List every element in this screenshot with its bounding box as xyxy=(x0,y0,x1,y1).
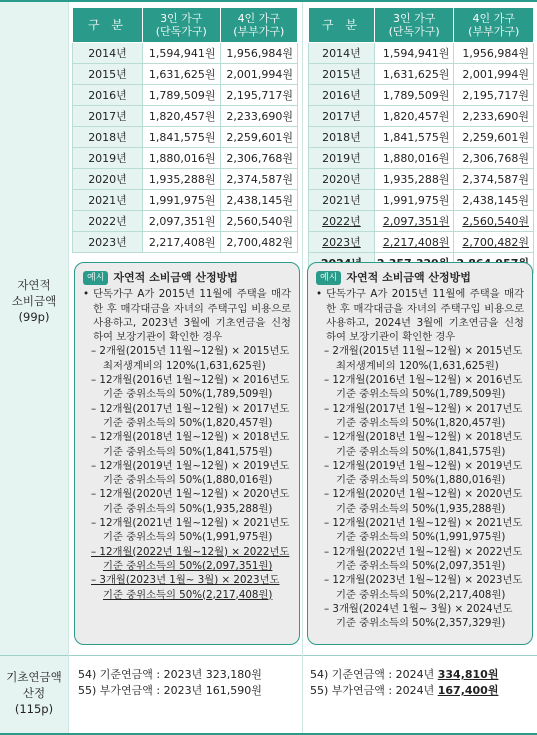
calculation-basis: 기준 중위소득의 50%(1,991,975원) xyxy=(103,531,273,544)
section-label-living-expense: 자연적 소비금액 (99p) xyxy=(11,278,57,324)
value-4-person-cell: 2,560,540원 xyxy=(454,211,534,232)
example-intro xyxy=(316,287,524,344)
calculation-basis: 기준 중위소득의 50%(1,880,016원) xyxy=(103,474,273,487)
left-table-panel xyxy=(72,7,298,253)
table-row xyxy=(309,190,534,211)
value-3-person-cell: 1,820,457원 xyxy=(143,106,221,127)
year-cell: 2017년 xyxy=(73,106,143,127)
example-header xyxy=(83,271,291,285)
pension-line-base xyxy=(310,667,498,683)
table-row xyxy=(73,232,298,253)
pension-line-additional xyxy=(78,683,262,699)
value-4-person-cell: 2,438,145원 xyxy=(220,190,298,211)
example-title: 자연적 소비금액 산정방법 xyxy=(346,271,471,284)
table-row xyxy=(309,169,534,190)
calculation-item xyxy=(316,487,524,516)
bullet-dot-icon: • xyxy=(316,288,323,301)
calculation-basis: 기준 중위소득의 50%(2,217,408원) xyxy=(336,588,506,601)
value-4-person-cell: 2,001,994원 xyxy=(220,64,298,85)
pension-label: 55) 부가연금액 : 2024년 xyxy=(310,684,438,697)
calculation-period: – 12개월(2020년 1월~12월) × 2020년도 xyxy=(324,488,523,501)
table-row xyxy=(309,211,534,232)
header-4-person: 4인 가구 (부부가구) xyxy=(220,8,298,43)
example-header xyxy=(316,271,524,285)
value-3-person-cell: 2,217,408원 xyxy=(143,232,221,253)
year-cell: 2018년 xyxy=(73,127,143,148)
top-rule xyxy=(0,0,537,2)
example-badge: 예시 xyxy=(316,271,341,285)
calculation-period: – 12개월(2019년 1월~12월) × 2019년도 xyxy=(324,459,523,472)
value-3-person-cell: 2,217,408원 xyxy=(374,232,454,253)
calculation-basis: 기준 중위소득의 50%(2,097,351원) xyxy=(103,559,273,572)
table-row xyxy=(73,169,298,190)
table-row xyxy=(73,43,298,64)
table-row xyxy=(73,211,298,232)
year-cell: 2016년 xyxy=(309,85,375,106)
calculation-item xyxy=(316,516,524,545)
category-column xyxy=(0,2,68,735)
value-3-person-cell: 1,880,016원 xyxy=(143,148,221,169)
pension-label: 54) 기준연금액 : 2024년 xyxy=(310,668,438,681)
value-4-person-cell: 2,306,768원 xyxy=(454,148,534,169)
calculation-period: – 3개월(2023년 1월~ 3월) × 2023년도 xyxy=(91,574,280,587)
pension-value: 334,810원 xyxy=(437,668,499,681)
year-cell: 2020년 xyxy=(73,169,143,190)
header-category: 구 분 xyxy=(309,8,375,43)
table-row xyxy=(73,148,298,169)
table-row xyxy=(309,106,534,127)
table-row xyxy=(309,148,534,169)
value-4-person-cell: 2,195,717원 xyxy=(454,85,534,106)
value-4-person-cell: 2,259,601원 xyxy=(220,127,298,148)
column-divider xyxy=(302,2,303,733)
value-3-person-cell: 2,097,351원 xyxy=(374,211,454,232)
pension-line-additional xyxy=(310,683,498,699)
example-intro xyxy=(83,287,291,344)
table-row xyxy=(73,127,298,148)
value-4-person-cell: 2,700,482원 xyxy=(454,232,534,253)
calculation-item xyxy=(316,402,524,431)
calculation-item xyxy=(83,487,291,516)
value-4-person-cell: 1,956,984원 xyxy=(454,43,534,64)
table-row xyxy=(73,64,298,85)
right-pension-notes xyxy=(310,667,498,699)
table-header-row xyxy=(73,8,298,43)
section-divider xyxy=(0,655,537,656)
left-income-table xyxy=(72,7,298,253)
right-income-table xyxy=(308,7,534,274)
calculation-period: – 12개월(2022년 1월~12월) × 2022년도 xyxy=(324,545,523,558)
calculation-item xyxy=(316,602,524,631)
calculation-period: – 12개월(2021년 1월~12월) × 2021년도 xyxy=(324,517,523,530)
calculation-item xyxy=(316,573,524,602)
pension-line-base xyxy=(78,667,262,683)
pension-label: 55) 부가연금액 : 2023년 xyxy=(78,684,206,697)
value-3-person-cell: 1,631,625원 xyxy=(374,64,454,85)
year-cell: 2019년 xyxy=(73,148,143,169)
value-4-person-cell: 2,700,482원 xyxy=(220,232,298,253)
header-category: 구 분 xyxy=(73,8,143,43)
example-intro-text: 단독가구 A가 2015년 11월에 주택을 매각한 후 매각대금을 자녀의 주택구입 비용으로 사용하고, 2024년 3월에 기초연금을 신청하여 보장기관이 확인한 경우 xyxy=(326,288,524,344)
table-header-row xyxy=(309,8,534,43)
calculation-basis: 기준 중위소득의 50%(1,820,457원) xyxy=(103,416,273,429)
calculation-period: – 12개월(2017년 1월~12월) × 2017년도 xyxy=(91,402,290,415)
calculation-basis: 기준 중위소득의 50%(1,841,575원) xyxy=(103,445,273,458)
calculation-period: – 12개월(2018년 1월~12월) × 2018년도 xyxy=(91,431,290,444)
value-3-person-cell: 1,935,288원 xyxy=(374,169,454,190)
value-3-person-cell: 1,631,625원 xyxy=(143,64,221,85)
calculation-item xyxy=(316,344,524,373)
calculation-basis: 기준 중위소득의 50%(2,357,329원) xyxy=(336,617,506,630)
column-divider xyxy=(68,2,69,733)
year-cell: 2016년 xyxy=(73,85,143,106)
value-4-person-cell: 2,306,768원 xyxy=(220,148,298,169)
year-cell: 2015년 xyxy=(73,64,143,85)
value-4-person-cell: 2,374,587원 xyxy=(220,169,298,190)
calculation-period: – 2개월(2015년 11월~12월) × 2015년도 xyxy=(324,345,523,358)
calculation-period: – 12개월(2021년 1월~12월) × 2021년도 xyxy=(91,517,290,530)
value-4-person-cell: 2,374,587원 xyxy=(454,169,534,190)
calculation-basis: 기준 중위소득의 50%(1,935,288원) xyxy=(103,502,273,515)
value-3-person-cell: 1,935,288원 xyxy=(143,169,221,190)
value-4-person-cell: 2,195,717원 xyxy=(220,85,298,106)
year-cell: 2021년 xyxy=(73,190,143,211)
pension-value: 161,590원 xyxy=(205,684,262,697)
pension-label: 54) 기준연금액 : 2023년 xyxy=(78,668,206,681)
calculation-item xyxy=(83,373,291,402)
calculation-basis: 기준 중위소득의 50%(1,841,575원) xyxy=(336,445,506,458)
calculation-period: – 12개월(2023년 1월~12월) × 2023년도 xyxy=(324,574,523,587)
value-3-person-cell: 1,841,575원 xyxy=(374,127,454,148)
example-title: 자연적 소비금액 산정방법 xyxy=(113,271,238,284)
table-row xyxy=(309,43,534,64)
calculation-basis: 기준 중위소득의 50%(1,789,509원) xyxy=(103,388,273,401)
calculation-basis: 기준 중위소득의 50%(2,097,351원) xyxy=(336,559,506,572)
value-4-person-cell: 2,259,601원 xyxy=(454,127,534,148)
table-row xyxy=(309,232,534,253)
calculation-item xyxy=(316,459,524,488)
right-example-box xyxy=(307,262,533,645)
header-4-person: 4인 가구 (부부가구) xyxy=(454,8,534,43)
calculation-period: – 12개월(2016년 1월~12월) × 2016년도 xyxy=(91,374,290,387)
value-4-person-cell: 2,233,690원 xyxy=(454,106,534,127)
calculation-period: – 12개월(2020년 1월~12월) × 2020년도 xyxy=(91,488,290,501)
calculation-basis: 최저생계비의 120%(1,631,625원) xyxy=(103,359,266,372)
calculation-period: – 12개월(2016년 1월~12월) × 2016년도 xyxy=(324,374,523,387)
bullet-dot-icon: • xyxy=(83,288,90,301)
calculation-basis: 최저생계비의 120%(1,631,625원) xyxy=(336,359,499,372)
calculation-item xyxy=(316,373,524,402)
calculation-basis: 기준 중위소득의 50%(1,820,457원) xyxy=(336,416,506,429)
value-3-person-cell: 1,594,941원 xyxy=(143,43,221,64)
value-3-person-cell: 1,594,941원 xyxy=(374,43,454,64)
calculation-basis: 기준 중위소득의 50%(2,217,408원) xyxy=(103,588,273,601)
table-row xyxy=(73,190,298,211)
value-4-person-cell: 2,560,540원 xyxy=(220,211,298,232)
table-row xyxy=(309,64,534,85)
year-cell: 2014년 xyxy=(73,43,143,64)
value-3-person-cell: 1,820,457원 xyxy=(374,106,454,127)
year-cell: 2018년 xyxy=(309,127,375,148)
header-3-person: 3인 가구 (단독가구) xyxy=(143,8,221,43)
calculation-item xyxy=(83,573,291,602)
header-3-person: 3인 가구 (단독가구) xyxy=(374,8,454,43)
calculation-period: – 2개월(2015년 11월~12월) × 2015년도 xyxy=(91,345,290,358)
year-cell: 2017년 xyxy=(309,106,375,127)
year-cell: 2014년 xyxy=(309,43,375,64)
year-cell: 2023년 xyxy=(73,232,143,253)
table-row xyxy=(73,106,298,127)
calculation-basis: 기준 중위소득의 50%(1,880,016원) xyxy=(336,474,506,487)
table-row xyxy=(309,127,534,148)
pension-value: 167,400원 xyxy=(437,684,499,697)
value-3-person-cell: 1,991,975원 xyxy=(374,190,454,211)
value-4-person-cell: 2,233,690원 xyxy=(220,106,298,127)
year-cell: 2015년 xyxy=(309,64,375,85)
value-3-person-cell: 1,789,509원 xyxy=(374,85,454,106)
calculation-item xyxy=(316,545,524,574)
year-cell: 2019년 xyxy=(309,148,375,169)
example-badge: 예시 xyxy=(83,271,108,285)
calculation-basis: 기준 중위소득의 50%(1,991,975원) xyxy=(336,531,506,544)
value-3-person-cell: 1,789,509원 xyxy=(143,85,221,106)
calculation-basis: 기준 중위소득의 50%(1,789,509원) xyxy=(336,388,506,401)
calculation-item xyxy=(83,545,291,574)
right-table-panel xyxy=(308,7,534,274)
calculation-item xyxy=(83,516,291,545)
calculation-period: – 12개월(2022년 1월~12월) × 2022년도 xyxy=(91,545,290,558)
pension-value: 323,180원 xyxy=(205,668,262,681)
year-cell: 2023년 xyxy=(309,232,375,253)
value-3-person-cell: 2,097,351원 xyxy=(143,211,221,232)
calculation-item xyxy=(83,430,291,459)
left-pension-notes xyxy=(78,667,262,699)
table-row xyxy=(73,85,298,106)
value-4-person-cell: 1,956,984원 xyxy=(220,43,298,64)
year-cell: 2021년 xyxy=(309,190,375,211)
year-cell: 2022년 xyxy=(309,211,375,232)
example-intro-text: 단독가구 A가 2015년 11월에 주택을 매각한 후 매각대금을 자녀의 주택구입 비용으로 사용하고, 2023년 3월에 기초연금을 신청하여 보장기관이 확인한 경우 xyxy=(93,288,291,344)
calculation-item xyxy=(83,402,291,431)
calculation-period: – 3개월(2024년 1월~ 3월) × 2024년도 xyxy=(324,602,513,615)
calculation-item xyxy=(83,344,291,373)
value-3-person-cell: 1,880,016원 xyxy=(374,148,454,169)
calculation-basis: 기준 중위소득의 50%(1,935,288원) xyxy=(336,502,506,515)
left-example-box xyxy=(74,262,300,645)
calculation-item xyxy=(316,430,524,459)
year-cell: 2022년 xyxy=(73,211,143,232)
table-row xyxy=(309,85,534,106)
calculation-period: – 12개월(2018년 1월~12월) × 2018년도 xyxy=(324,431,523,444)
year-cell: 2020년 xyxy=(309,169,375,190)
value-3-person-cell: 1,841,575원 xyxy=(143,127,221,148)
value-3-person-cell: 1,991,975원 xyxy=(143,190,221,211)
calculation-item xyxy=(83,459,291,488)
calculation-period: – 12개월(2019년 1월~12월) × 2019년도 xyxy=(91,459,290,472)
value-4-person-cell: 2,438,145원 xyxy=(454,190,534,211)
section-label-pension: 기초연금액 산정 (115p) xyxy=(6,670,62,716)
value-4-person-cell: 2,001,994원 xyxy=(454,64,534,85)
calculation-period: – 12개월(2017년 1월~12월) × 2017년도 xyxy=(324,402,523,415)
